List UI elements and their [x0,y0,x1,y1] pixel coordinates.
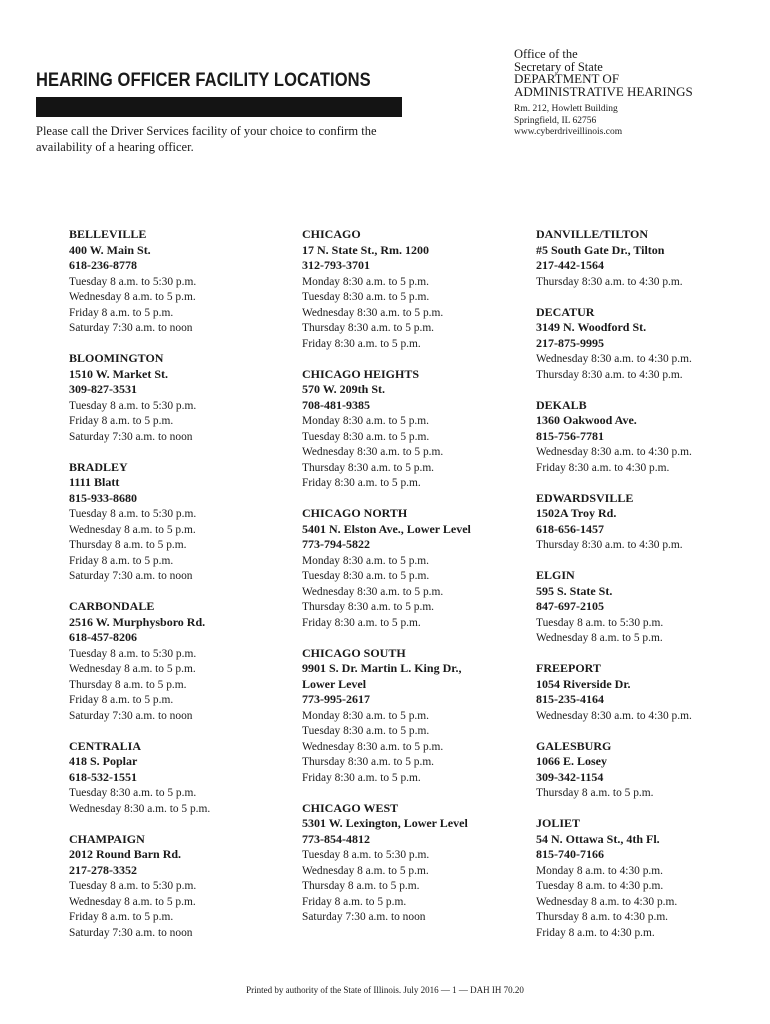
facility-address: 1111 Blatt [69,475,120,489]
facility-phone: 217-278-3352 [69,862,137,877]
facility-phone: 773-794-5822 [302,537,370,551]
facility-name: ELGIN [536,568,575,582]
facility-phone: 618-532-1551 [69,769,137,784]
facility-address: 1360 Oakwood Ave. [536,413,637,427]
facility-hours: Wednesday 8 a.m. to 5 p.m. [69,521,196,536]
facility-hours: Tuesday 8 a.m. to 5:30 p.m. [69,397,197,412]
facility-hours: Friday 8:30 a.m. to 5 p.m. [302,769,421,784]
facility-hours: Tuesday 8:30 a.m. to 5 p.m. [302,568,430,582]
facility-phone: 815-235-4164 [536,692,604,706]
facility-address: 1066 E. Losey [536,754,608,768]
facility-hours: Thursday 8:30 a.m. to 4:30 p.m. [536,366,683,381]
facility-hours: Wednesday 8 a.m. to 5 p.m. [69,661,196,675]
facility-phone: 773-995-2617 [302,692,370,706]
facility-phone: 847-697-2105 [536,599,604,613]
facility-phone: 773-854-4812 [302,831,370,846]
facility-hours: Friday 8 a.m. to 4:30 p.m. [536,924,655,939]
facility-address: 570 W. 209th St. [302,382,386,396]
facility-entry [536,398,766,476]
facility-address: 5301 W. Lexington, Lower Level [302,816,468,830]
facility-address: 595 S. State St. [536,583,613,598]
facility-entry [69,832,299,941]
facility-hours: Thursday 8 a.m. to 5 p.m. [302,878,420,892]
facility-name: CHAMPAIGN [69,831,145,846]
facility-name: JOLIET [536,816,581,830]
facility-name: CHICAGO WEST [302,800,399,815]
facility-address: 400 W. Main St. [69,242,151,257]
facility-hours: Monday 8:30 a.m. to 5 p.m. [302,413,429,427]
facility-hours: Friday 8 a.m. to 5 p.m. [302,893,407,908]
facility-name: CHICAGO [302,227,361,241]
facility-entry [536,739,766,801]
facility-entry [536,816,766,940]
facility-hours: Wednesday 8 a.m. to 5 p.m. [69,893,196,908]
office-line-2: Secretary of State [514,59,603,74]
facility-hours: Friday 8:30 a.m. to 5 p.m. [302,475,421,489]
facility-hours: Wednesday 8 a.m. to 5 p.m. [536,630,663,644]
facility-name: BELLEVILLE [69,227,147,241]
office-block [514,48,754,139]
locations-column-3 [536,227,766,956]
facility-hours: Wednesday 8:30 a.m. to 5 p.m. [302,583,444,598]
facility-address: 9901 S. Dr. Martin L. King Dr., [302,661,462,675]
facility-hours: Tuesday 8 a.m. to 5:30 p.m. [69,878,197,892]
office-line-4: ADMINISTRATIVE HEARINGS [514,83,693,99]
facility-name: DANVILLE/TILTON [536,227,649,241]
facility-hours: Saturday 7:30 a.m. to noon [302,909,426,923]
facility-hours: Wednesday 8 a.m. to 4:30 p.m. [536,893,678,908]
facility-phone: 309-827-3531 [69,382,137,396]
facility-name: CHICAGO NORTH [302,506,408,520]
facility-entry [69,351,299,444]
facility-address: 17 N. State St., Rm. 1200 [302,242,429,257]
facility-phone: 217-875-9995 [536,335,604,350]
facility-hours: Tuesday 8:30 a.m. to 5 p.m. [69,785,197,799]
facility-hours: Thursday 8:30 a.m. to 4:30 p.m. [536,273,683,288]
facility-phone: 618-236-8778 [69,258,137,272]
facility-name: DEKALB [536,397,587,412]
facility-entry [536,227,766,289]
facility-address: Lower Level [302,676,367,691]
facility-address: 2012 Round Barn Rd. [69,847,182,861]
facility-entry [69,739,299,817]
facility-hours: Tuesday 8:30 a.m. to 5 p.m. [302,428,430,443]
facility-name: BRADLEY [69,459,128,474]
facility-hours: Thursday 8:30 a.m. to 5 p.m. [302,599,435,613]
facility-hours: Friday 8:30 a.m. to 4:30 p.m. [536,459,670,474]
facility-hours: Thursday 8 a.m. to 5 p.m. [69,676,187,691]
facility-hours: Friday 8 a.m. to 5 p.m. [69,304,174,319]
facility-entry [536,568,766,646]
facility-entry [302,227,532,351]
facility-hours: Thursday 8:30 a.m. to 5 p.m. [302,754,435,768]
facility-name: BLOOMINGTON [69,351,164,365]
intro-text: Please call the Driver Services facility of your choice to confirm the availability of a hearing officer. [36,124,377,154]
facility-address: 3149 N. Woodford St. [536,320,647,334]
facility-entry [302,506,532,630]
facility-entry [302,646,532,786]
facility-phone: 312-793-3701 [302,258,370,272]
office-address-city: Springfield, IL 62756 [514,115,597,126]
facility-hours: Wednesday 8:30 a.m. to 4:30 p.m. [536,444,692,458]
facility-hours: Friday 8:30 a.m. to 5 p.m. [302,335,421,350]
office-line-1: Office of the [514,47,578,61]
facility-phone: 815-740-7166 [536,847,604,861]
facility-name: FREEPORT [536,661,601,675]
facility-phone: 618-656-1457 [536,521,604,536]
facility-address: 5401 N. Elston Ave., Lower Level [302,521,471,536]
facility-name: DECATUR [536,304,595,319]
facility-hours: Saturday 7:30 a.m. to noon [69,707,193,722]
facility-hours: Wednesday 8:30 a.m. to 5 p.m. [302,304,444,319]
facility-phone: 618-457-8206 [69,630,137,644]
facility-hours: Thursday 8 a.m. to 5 p.m. [69,537,187,551]
facility-name: CHICAGO SOUTH [302,645,406,660]
facility-entry [302,801,532,925]
facility-hours: Wednesday 8 a.m. to 5 p.m. [69,289,196,303]
facility-hours: Friday 8 a.m. to 5 p.m. [69,413,174,427]
facility-address: #5 South Gate Dr., Tilton [536,242,665,257]
facility-hours: Thursday 8 a.m. to 4:30 p.m. [536,909,669,923]
facility-hours: Tuesday 8:30 a.m. to 5 p.m. [302,289,430,303]
facility-hours: Monday 8 a.m. to 4:30 p.m. [536,862,663,877]
facility-phone: 708-481-9385 [302,397,370,412]
facility-hours: Thursday 8:30 a.m. to 5 p.m. [302,320,435,334]
facility-hours: Tuesday 8:30 a.m. to 5 p.m. [302,723,430,737]
facility-hours: Thursday 8 a.m. to 5 p.m. [536,785,654,799]
facility-address: 1054 Riverside Dr. [536,676,631,691]
facility-hours: Friday 8:30 a.m. to 5 p.m. [302,614,421,629]
facility-hours: Friday 8 a.m. to 5 p.m. [69,909,174,923]
facility-hours: Monday 8:30 a.m. to 5 p.m. [302,552,429,567]
facility-hours: Thursday 8:30 a.m. to 5 p.m. [302,459,435,474]
facility-hours: Wednesday 8:30 a.m. to 5 p.m. [69,800,211,815]
facility-hours: Saturday 7:30 a.m. to noon [69,568,193,582]
facility-hours: Wednesday 8 a.m. to 5 p.m. [302,862,429,877]
facility-hours: Wednesday 8:30 a.m. to 5 p.m. [302,738,444,753]
facility-phone: 815-933-8680 [69,490,137,505]
facility-entry [302,367,532,491]
facility-address: 1510 W. Market St. [69,366,168,381]
facility-hours: Wednesday 8:30 a.m. to 5 p.m. [302,444,444,458]
facility-entry [536,305,766,383]
facility-entry [69,227,299,336]
locations-column-2 [302,227,532,940]
locations-column-1 [69,227,299,956]
facility-name: GALESBURG [536,738,612,753]
footer-note: Printed by authority of the State of Illinois. July 2016 — 1 — DAH IH 70.20 [246,985,524,995]
facility-phone: 309-342-1154 [536,769,604,784]
facility-phone: 217-442-1564 [536,258,604,272]
facility-hours: Friday 8 a.m. to 5 p.m. [69,552,174,567]
facility-hours: Friday 8 a.m. to 5 p.m. [69,692,174,706]
facility-entry [536,661,766,723]
office-line-3: DEPARTMENT OF [514,71,620,86]
facility-name: EDWARDSVILLE [536,490,634,505]
facility-phone: 815-756-7781 [536,428,604,443]
facility-hours: Monday 8:30 a.m. to 5 p.m. [302,273,429,288]
facility-hours: Wednesday 8:30 a.m. to 4:30 p.m. [536,707,692,722]
facility-hours: Saturday 7:30 a.m. to noon [69,924,193,939]
page-title: HEARING OFFICER FACILITY LOCATIONS [36,70,371,91]
facility-name: CHICAGO HEIGHTS [302,366,420,381]
facility-address: 2516 W. Murphysboro Rd. [69,614,206,629]
facility-hours: Tuesday 8 a.m. to 4:30 p.m. [536,878,664,892]
facility-hours: Tuesday 8 a.m. to 5:30 p.m. [69,273,197,288]
facility-name: CENTRALIA [69,738,142,753]
facility-hours: Tuesday 8 a.m. to 5:30 p.m. [302,847,430,861]
facility-hours: Thursday 8:30 a.m. to 4:30 p.m. [536,537,683,551]
facility-hours: Wednesday 8:30 a.m. to 4:30 p.m. [536,351,692,365]
facility-entry [536,491,766,553]
facility-hours: Monday 8:30 a.m. to 5 p.m. [302,707,429,722]
facility-entry [69,460,299,584]
facility-address: 1502A Troy Rd. [536,506,617,520]
facility-address: 418 S. Poplar [69,754,138,768]
office-address-room: Rm. 212, Howlett Building [514,104,618,114]
office-website: www.cyberdriveillinois.com [514,127,623,137]
facility-address: 54 N. Ottawa St., 4th Fl. [536,831,660,846]
facility-hours: Tuesday 8 a.m. to 5:30 p.m. [536,614,664,629]
title-rule [36,97,402,117]
facility-hours: Tuesday 8 a.m. to 5:30 p.m. [69,506,197,520]
facility-entry [69,599,299,723]
facility-hours: Saturday 7:30 a.m. to noon [69,428,193,443]
facility-hours: Tuesday 8 a.m. to 5:30 p.m. [69,645,197,660]
facility-hours: Saturday 7:30 a.m. to noon [69,320,193,334]
facility-name: CARBONDALE [69,599,155,613]
